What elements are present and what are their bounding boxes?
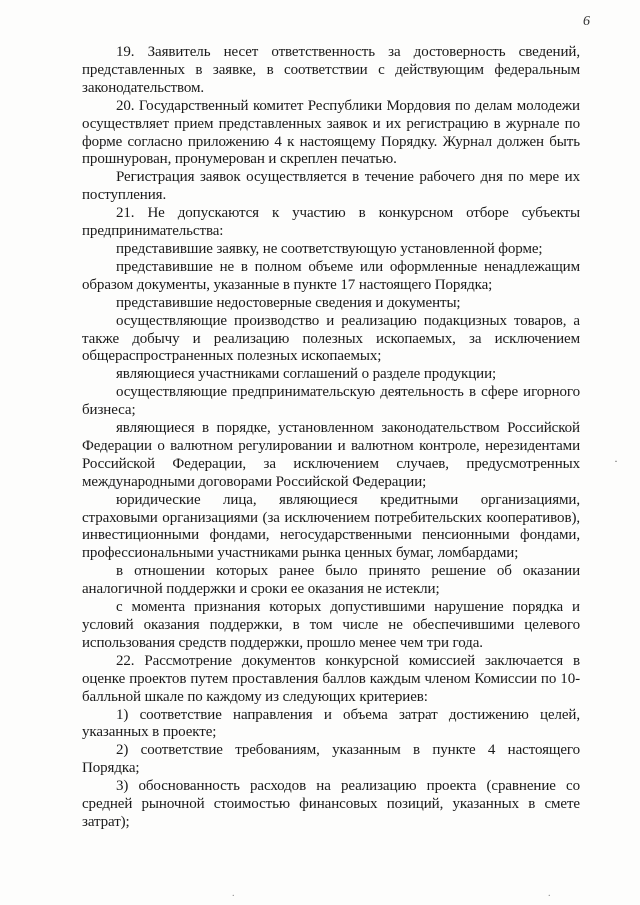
list-item: представившие не в полном объеме или оформленные ненадлежащим образом документы, указанные в пункте 17 настоящего Порядка; [82, 258, 580, 293]
page-number: 6 [583, 14, 590, 29]
criterion-item: 2) соответствие требованиям, указанным в пункте 4 настоящего Порядка; [82, 742, 580, 777]
list-item: являющиеся в порядке, установленном законодательством Российской Федерации о валютном регулировании и валютном контроле, нерезидентами Российской Федерации, за исключением случаев, предусмотренных международными договорами Российской Федерации; [82, 420, 580, 490]
list-item: являющиеся участниками соглашений о разделе продукции; [116, 366, 497, 383]
criterion-item: 3) обоснованность расходов на реализацию проекта (сравнение со средней рыночной стоимостью финансовых позиций, указанных в смете затрат); [82, 778, 580, 830]
list-item: осуществляющие предпринимательскую деятельность в сфере игорного бизнеса; [82, 384, 580, 419]
criterion-item: 1) соответствие направления и объема затрат достижению целей, указанных в проекте; [82, 706, 580, 741]
paragraph-19: 19. Заявитель несет ответственность за достоверность сведений, представленных в заявке, в соответствии с действующим федеральным законодательством. [82, 44, 580, 96]
paragraph-22: 22. Рассмотрение документов конкурсной комиссией заключается в оценке проектов путем проставления баллов каждым членом Комиссии по 10-балльной шкале по каждому из следующих критериев: [82, 652, 580, 705]
document-body [82, 44, 580, 832]
scan-footer-mark: . [232, 888, 235, 899]
scan-margin-mark: · [614, 454, 618, 468]
paragraph-21: 21. Не допускаются к участию в конкурсном отборе субъекты предпринимательства: [82, 205, 580, 240]
list-item: представившие заявку, не соответствующую установленной форме; [116, 240, 543, 257]
list-item: осуществляющие производство и реализацию подакцизных товаров, а также добычу и реализацию полезных ископаемых, за исключением общераспространенных полезных ископаемых; [82, 312, 580, 365]
list-item: юридические лица, являющиеся кредитными организациями, страховыми организациями (за исключением потребительских кооперативов), инвестиционными фондами, негосударственными пенсионными фондами, профессиональными участниками рынка ценных бумаг, ломбардами; [82, 491, 580, 562]
list-item: с момента признания которых допустившими нарушение порядка и условий оказания поддержки, в том числе не обеспечившими целевого использования средств поддержки, прошло менее чем три года. [82, 599, 580, 651]
list-item: представившие недостоверные сведения и документы; [116, 294, 461, 311]
list-item: в отношении которых ранее было принято решение об оказании аналогичной поддержки и сроки ее оказания не истекли; [82, 563, 580, 598]
paragraph-20: 20. Государственный комитет Республики Мордовия по делам молодежи осуществляет прием представленных заявок и их регистрацию в журнале по форме согласно приложению 4 к настоящему Порядку. Журнал должен быть прошнурован, пронумерован и скреплен печатью. [82, 97, 580, 168]
scan-footer-mark: . [548, 888, 551, 899]
paragraph-registration: Регистрация заявок осуществляется в течение рабочего дня по мере их поступления. [82, 169, 580, 204]
